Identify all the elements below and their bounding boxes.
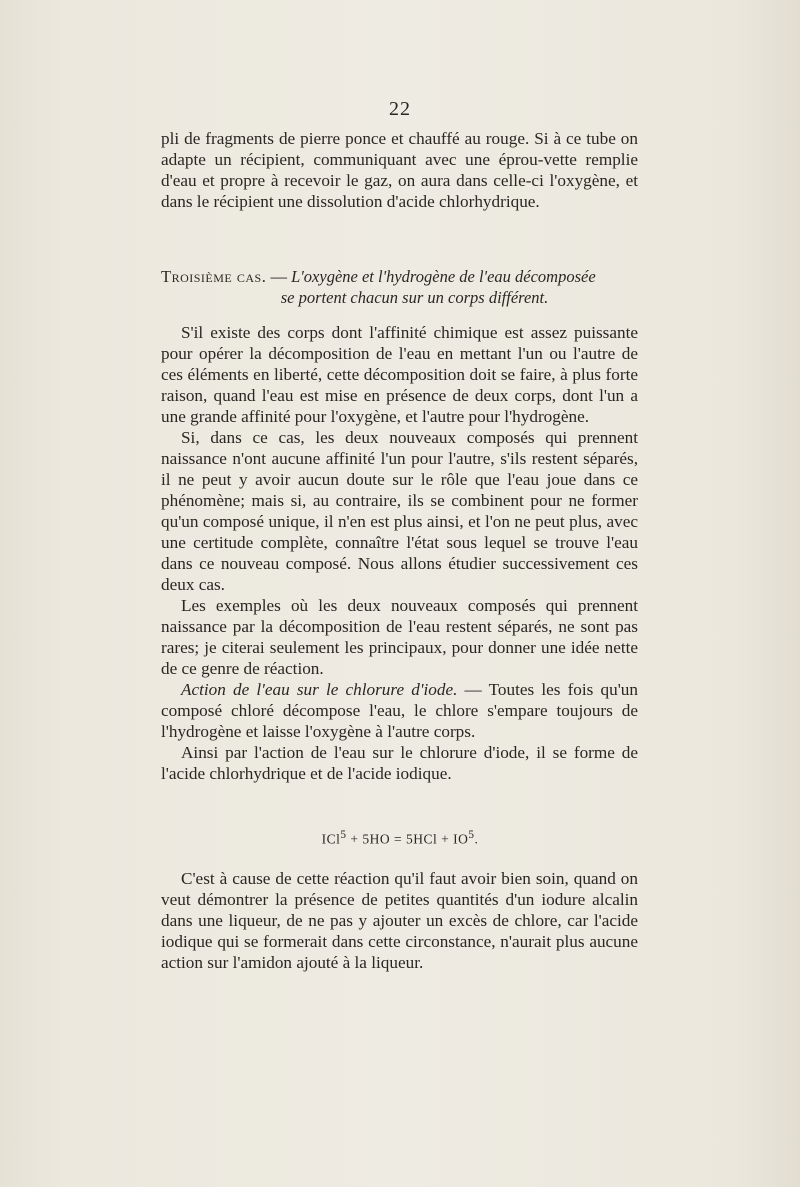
formula-operator: = <box>390 831 406 847</box>
main-text <box>161 322 638 784</box>
formula-term: ICl <box>321 831 341 847</box>
section-heading-title: L'oxygène et l'hydrogène de l'eau décomposée <box>291 267 596 286</box>
section-heading-dash: — <box>266 267 292 286</box>
chemical-equation <box>0 829 800 848</box>
section-heading-line2: se portent chacun sur un corps différent. <box>280 288 549 307</box>
closing-text <box>161 868 638 973</box>
action-paragraph-rest: — Toutes les fois qu'un composé chloré décompose l'eau, le chlore s'empare toujours de l'hydrogène et laisse l'oxygène à l'autre corps. <box>161 680 638 741</box>
section-heading-line1 <box>161 266 638 287</box>
formula-subscript: 5 <box>340 829 347 841</box>
paragraph: Les exemples où les deux nouveaux composés qui prennent naissance par la décomposition de l'eau restent séparés, ne sont pas rares; je citerai seulement les principaux, pour donner une idée nette de ce genre de réaction. <box>161 596 638 678</box>
section-heading-lead: Troisième cas. <box>161 267 267 286</box>
page-number: 22 <box>389 98 411 120</box>
action-paragraph-lead: Action de l'eau sur le chlorure d'iode. <box>181 680 458 699</box>
intro-paragraph <box>161 128 638 212</box>
formula-operator: + <box>437 831 454 847</box>
formula-term: 5HCl <box>406 831 438 847</box>
paragraph: S'il existe des corps dont l'affinité chimique est assez puissante pour opérer la décomposition de l'eau en mettant l'un ou l'autre de ces éléments en liberté, cette décomposition doit se faire, à plus forte raison, quand l'eau est mise en présence de deux corps, dont l'un a une grande affinité pour l'oxygène, et l'autre pour l'hydrogène. <box>161 323 638 426</box>
section-heading <box>161 266 638 308</box>
formula-end: . <box>474 831 479 847</box>
action-paragraph <box>161 679 638 742</box>
formula-term: 5HO <box>362 831 391 847</box>
intro-text: pli de fragments de pierre ponce et chauffé au rouge. Si à ce tube on adapte un récipient, communiquant avec une éprou-vette remplie d'eau et propre à recevoir le gaz, on aura dans celle-ci l'oxygène, et dans le récipient une dissolution d'acide chlorhydrique. <box>161 129 638 211</box>
ainsi-paragraph: Ainsi par l'action de l'eau sur le chlorure d'iode, il se forme de l'acide chlorhydrique et de l'acide iodique. <box>161 743 638 783</box>
formula-term: IO <box>453 831 469 847</box>
paragraph: Si, dans ce cas, les deux nouveaux composés qui prennent naissance n'ont aucune affinité l'un pour l'autre, s'ils restent séparés, il ne peut y avoir aucun doute sur le rôle que l'eau joue dans ce phénomène; mais si, au contraire, ils se combinent pour ne former qu'un composé unique, il n'en est plus ainsi, et l'on ne peut plus, avec une certitude complète, connaître l'état sous lequel se trouve l'eau dans ce nouveau composé. Nous allons étudier successivement ces deux cas. <box>161 428 638 594</box>
formula-operator: + <box>346 831 363 847</box>
closing-paragraph: C'est à cause de cette réaction qu'il faut avoir bien soin, quand on veut démontrer la présence de petites quantités d'un iodure alcalin dans une liqueur, de ne pas y ajouter un excès de chlore, car l'acide iodique qui se formerait dans cette circonstance, n'aurait plus aucune action sur l'amidon ajouté à la liqueur. <box>161 869 638 972</box>
formula-subscript: 5 <box>468 829 475 841</box>
